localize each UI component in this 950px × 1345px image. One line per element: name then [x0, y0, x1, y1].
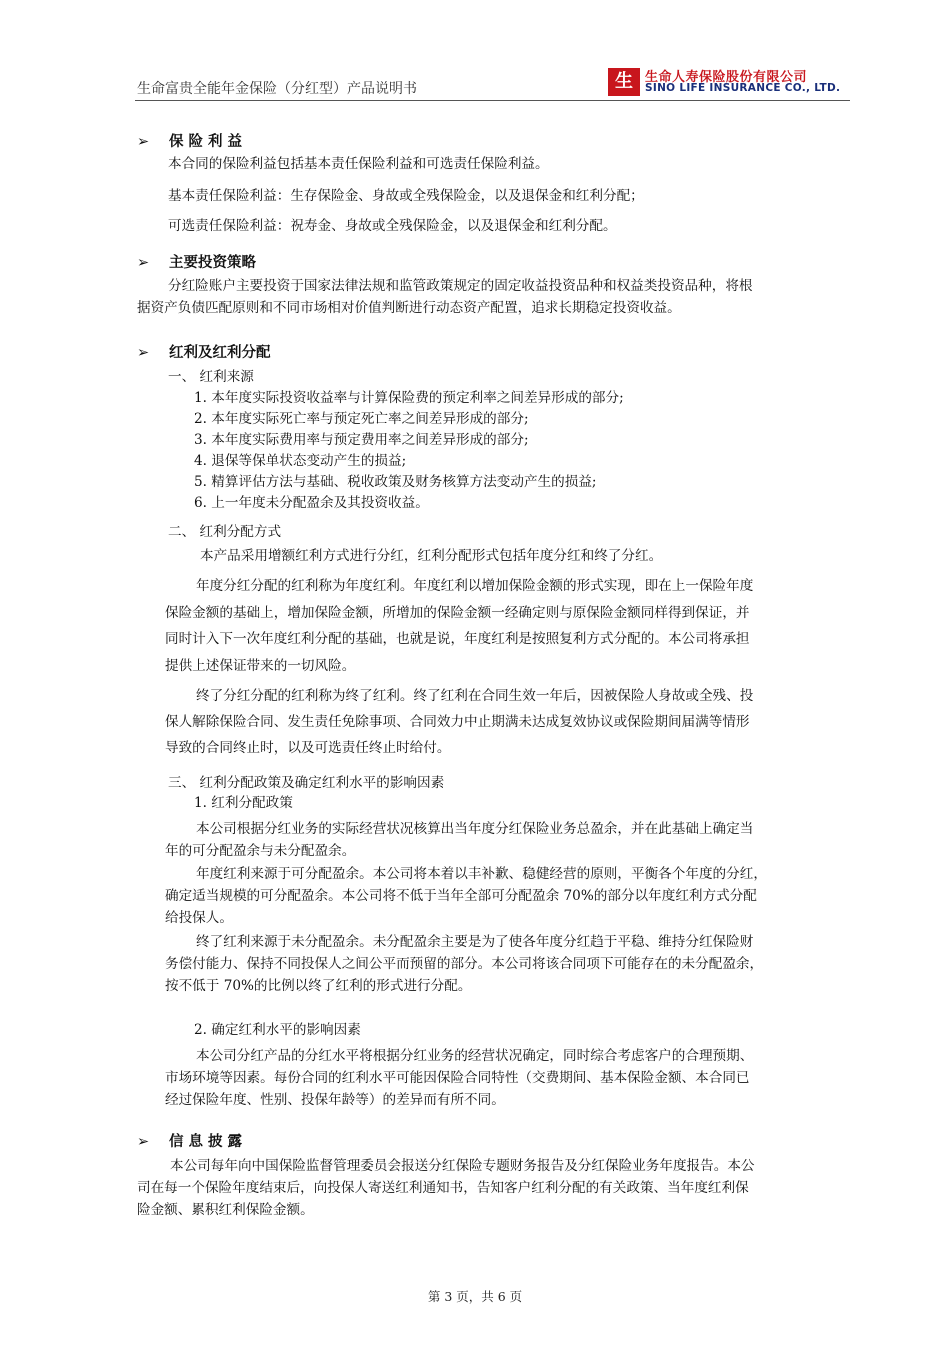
paragraph-line: 提供上述保证带来的一切风险。	[165, 658, 356, 674]
paragraph-line: 本公司分红产品的分红水平将根据分红业务的经营状况确定，同时综合考虑客户的合理预期、	[196, 1048, 754, 1064]
paragraph-line: 险金额、累积红利保险金额。	[137, 1202, 314, 1218]
paragraph-line: 本公司根据分红业务的实际经营状况核算出当年度分红保险业务总盈余，并在此基础上确定当	[196, 821, 754, 837]
subsection-title: 二、 红利分配方式	[168, 524, 282, 540]
paragraph-line: 经过保险年度、性别、投保年龄等）的差异而有所不同。	[165, 1092, 505, 1108]
paragraph-line: 司在每一个保险年度结束后，向投保人寄送红利通知书，告知客户红利分配的有关政策、当年度红利保	[137, 1180, 749, 1196]
paragraph-line: 保人解除保险合同、发生责任免除事项、合同效力中止期满未达成复效协议或保险期间届满等情形	[165, 714, 750, 730]
list-item: 1. 本年度实际投资收益率与计算保险费的预定利率之间差异形成的部分;	[194, 390, 624, 406]
section-heading-dividend	[137, 341, 271, 362]
paragraph-line: 本公司每年向中国保险监督管理委员会报送分红保险专题财务报告及分红保险业务年度报告。本公	[170, 1158, 755, 1174]
document-title: 生命富贵全能年金保险（分红型）产品说明书	[137, 81, 417, 97]
arrow-bullet-icon: ➢	[137, 345, 150, 361]
section-heading-benefits	[137, 130, 247, 151]
section-heading-disclosure	[137, 1130, 247, 1151]
heading-text: 保险利益	[169, 134, 247, 150]
paragraph-line: 保险金额的基础上，增加保险金额，所增加的保险金额一经确定则与原保险金额同样得到保证，并	[165, 605, 750, 621]
paragraph-line: 据资产负债匹配原则和不同市场相对价值判断进行动态资产配置，追求长期稳定投资收益。	[137, 300, 681, 316]
paragraph-line: 同时计入下一次年度红利分配的基础，也就是说，年度红利是按照复利方式分配的。本公司将承担	[165, 631, 750, 647]
logo-chinese-name: 生命人寿保险股份有限公司	[645, 70, 808, 85]
arrow-bullet-icon: ➢	[137, 255, 150, 271]
paragraph-line: 给投保人。	[165, 910, 233, 926]
paragraph-line: 本合同的保险利益包括基本责任保险利益和可选责任保险利益。	[168, 156, 549, 172]
paragraph-line: 基本责任保险利益：生存保险金、身故或全残保险金，以及退保金和红利分配；	[168, 188, 644, 204]
list-item: 3. 本年度实际费用率与预定费用率之间差异形成的部分;	[194, 432, 529, 448]
paragraph-line: 按不低于 70%的比例以终了红利的形式进行分配。	[165, 978, 472, 994]
arrow-bullet-icon: ➢	[137, 1134, 150, 1150]
paragraph-line: 年度红利来源于可分配盈余。本公司将本着以丰补歉、稳健经营的原则，平衡各个年度的分红，	[196, 866, 767, 882]
paragraph-line: 务偿付能力、保持不同投保人之间公平而预留的部分。本公司将该合同项下可能存在的未分配盈余，	[165, 956, 764, 972]
subsection-title: 1. 红利分配政策	[194, 795, 293, 811]
paragraph-line: 终了红利来源于未分配盈余。未分配盈余主要是为了使各年度分红趋于平稳、维持分红保险财	[196, 934, 754, 950]
subsection-title: 一、 红利来源	[168, 369, 254, 385]
logo-mark-icon: 生	[608, 68, 640, 96]
page-number: 第 3 页，共 6 页	[427, 1289, 523, 1304]
paragraph-line: 分红险账户主要投资于国家法律法规和监管政策规定的固定收益投资品种和权益类投资品种，将根	[168, 278, 753, 294]
list-item: 5. 精算评估方法与基础、税收政策及财务核算方法变动产生的损益;	[194, 474, 597, 490]
paragraph-line: 确定适当规模的可分配盈余。本公司将不低于当年全部可分配盈余 70%的部分以年度红利方式分配	[165, 888, 757, 904]
logo-english-name: SINO LIFE INSURANCE CO., LTD.	[645, 82, 841, 94]
header-rule	[135, 100, 850, 101]
heading-text: 主要投资策略	[169, 255, 256, 271]
list-item: 2. 本年度实际死亡率与预定死亡率之间差异形成的部分;	[194, 411, 529, 427]
subsection-title: 2. 确定红利水平的影响因素	[194, 1022, 361, 1038]
paragraph-line: 可选责任保险利益：祝寿金、身故或全残保险金，以及退保金和红利分配。	[168, 218, 617, 234]
list-item: 6. 上一年度未分配盈余及其投资收益。	[194, 495, 429, 511]
paragraph-line: 导致的合同终止时，以及可选责任终止时给付。	[165, 740, 451, 756]
company-logo	[608, 68, 853, 98]
heading-text: 红利及红利分配	[169, 345, 271, 361]
section-heading-investment	[137, 251, 256, 272]
list-item: 4. 退保等保单状态变动产生的损益;	[194, 453, 407, 469]
paragraph-line: 终了分红分配的红利称为终了红利。终了红利在合同生效一年后，因被保险人身故或全残、投	[196, 688, 754, 704]
paragraph-line: 市场环境等因素。每份合同的红利水平可能因保险合同特性（交费期间、基本保险金额、本合同已	[165, 1070, 750, 1086]
paragraph-line: 年度分红分配的红利称为年度红利。年度红利以增加保险金额的形式实现，即在上一保险年度	[196, 578, 754, 594]
subsection-title: 三、 红利分配政策及确定红利水平的影响因素	[168, 775, 445, 791]
arrow-bullet-icon: ➢	[137, 134, 150, 150]
paragraph-line: 本产品采用增额红利方式进行分红，红利分配形式包括年度分红和终了分红。	[200, 548, 663, 564]
paragraph-line: 年的可分配盈余与未分配盈余。	[165, 843, 356, 859]
heading-text: 信息披露	[169, 1134, 247, 1150]
